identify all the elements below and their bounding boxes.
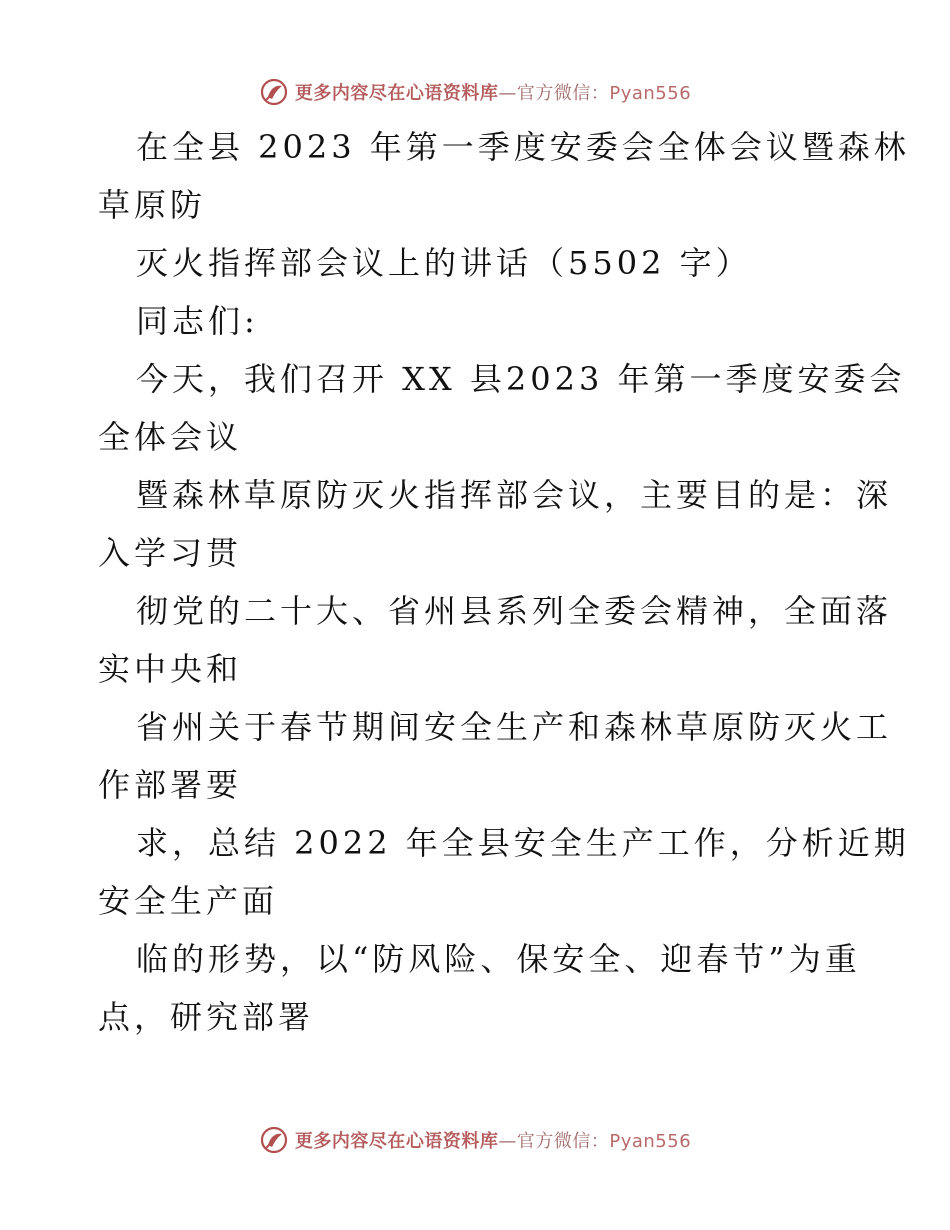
text-line: 全体会议: [98, 418, 243, 456]
watermark-official: 官方微信：: [516, 1131, 610, 1152]
footer-watermark: [0, 1120, 950, 1160]
text-line: 灭火指挥部会议上的讲话（5502 字）: [136, 244, 752, 282]
text-line: 安全生产面: [98, 882, 279, 920]
watermark-wechat-id: Pyan556: [609, 1131, 692, 1152]
text-line: 临的形势，以“防风险、保安全、迎春节”为重: [136, 940, 861, 978]
text-line: 点，研究部署: [98, 998, 315, 1036]
text-line: 入学习贯: [98, 534, 243, 572]
watermark-main: 更多内容尽在心语资料库: [294, 1131, 499, 1152]
header-watermark: [0, 72, 950, 112]
text-line: 彻党的二十大、省州县系列全委会精神，全面落: [136, 592, 893, 630]
watermark-text: [295, 79, 691, 105]
text-line: 今天，我们召开 XX 县2023 年第一季度安委会: [136, 360, 906, 398]
document-body: [98, 118, 910, 1046]
text-line: 省州关于春节期间安全生产和森林草原防灭火工: [136, 708, 893, 746]
watermark-logo-icon: [259, 1125, 289, 1155]
watermark-logo-icon: [259, 77, 289, 107]
watermark-main: 更多内容尽在心语资料库: [294, 83, 499, 104]
watermark-separator: —: [498, 83, 517, 104]
watermark-separator: —: [498, 1131, 517, 1152]
text-line: 同志们:: [136, 302, 259, 340]
text-line: 求，总结 2022 年全县安全生产工作，分析近期: [136, 824, 910, 862]
watermark-official: 官方微信：: [516, 83, 610, 104]
text-line: 实中央和: [98, 650, 243, 688]
watermark-wechat-id: Pyan556: [609, 83, 692, 104]
watermark-text: [295, 1127, 691, 1153]
text-line: 作部署要: [98, 766, 243, 804]
text-line: 暨森林草原防灭火指挥部会议，主要目的是：深: [136, 476, 893, 514]
text-line: 在全县 2023 年第一季度安委会全体会议暨森林: [136, 128, 910, 166]
text-line: 草原防: [98, 186, 207, 224]
